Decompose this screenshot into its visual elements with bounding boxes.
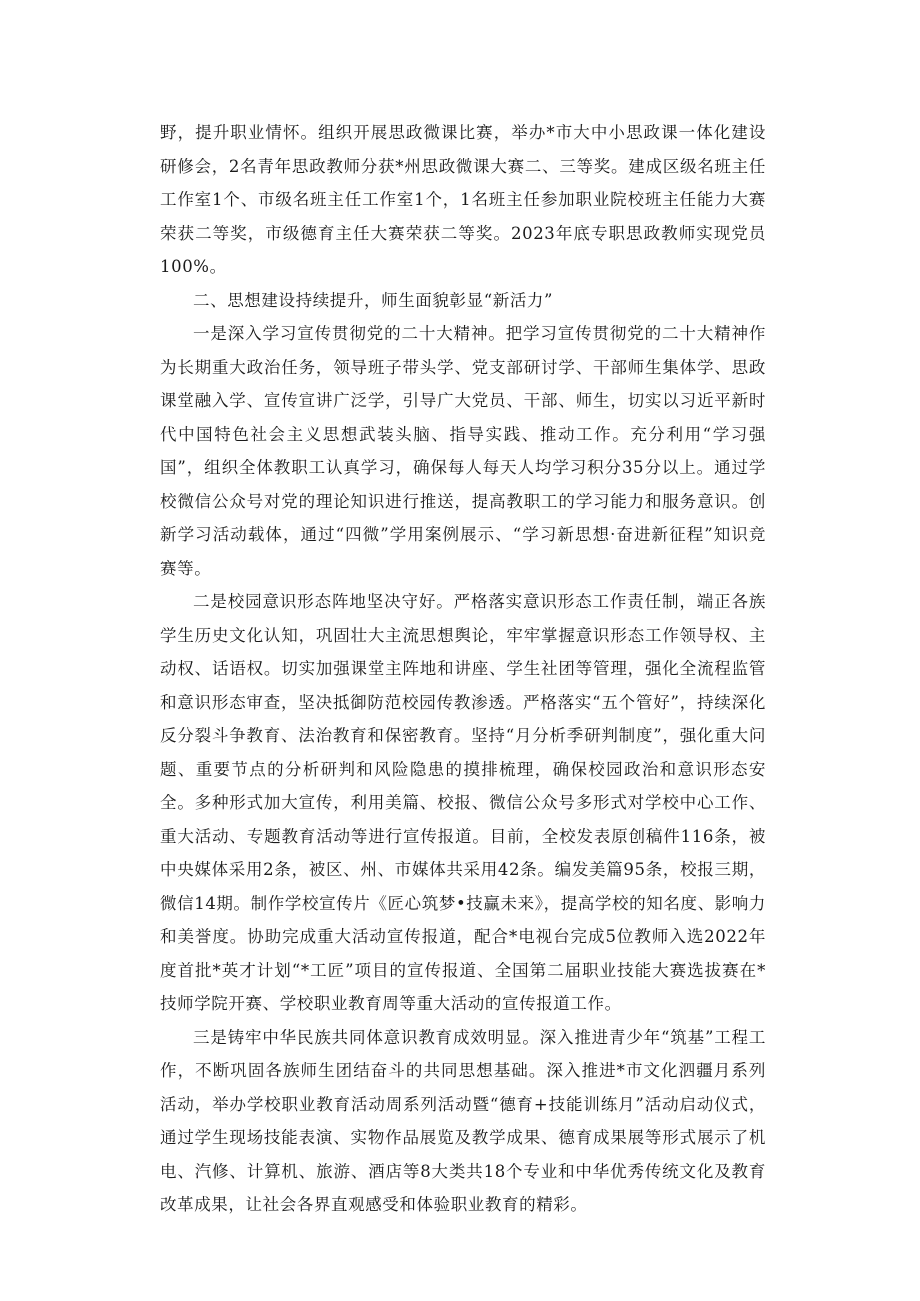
section-heading: 二、思想建设持续提升，师生面貌彰显“新活力” <box>193 290 554 310</box>
paragraph-continuation: 野，提升职业情怀。组织开展思政微课比赛，举办*市大中小思政课一体化建设研修会，2名青年思政教师分获*州思政微课大赛二、三等奖。建成区级名班主任工作室1个、市级名班主任工作室1个，1名班主任参加职业院校班主任能力大赛荣获二等奖，市级德育主任大赛荣获二等奖。2023年底专职思政教师实现党员100%。 <box>160 123 766 276</box>
paragraph-point-one: 一是深入学习宣传贯彻党的二十大精神。把学习宣传贯彻党的二十大精神作为长期重大政治任务，领导班子带头学、党支部研讨学、干部师生集体学、思政课堂融入学、宣传宣讲广泛学，引导广大党员、干部、师生，切实以习近平新时代中国特色社会主义思想武装头脑、指导实践、推动工作。充分利用“学习强国”，组织全体教职工认真学习，确保每人每天人均学习积分35分以上。通过学校微信公众号对党的理论知识进行推送，提高教职工的学习能力和服务意识。创新学习活动载体，通过“四微”学用案例展示、“学习新思想·奋进新征程”知识竞赛等。 <box>160 324 766 578</box>
paragraph-point-two: 二是校园意识形态阵地坚决守好。严格落实意识形态工作责任制，端正各族学生历史文化认知，巩固壮大主流思想舆论，牢牢掌握意识形态工作领导权、主动权、话语权。切实加强课堂主阵地和讲座、学生社团等管理，强化全流程监管和意识形态审查，坚决抵御防范校园传教渗透。严格落实“五个管好”，持续深化反分裂斗争教育、法治教育和保密教育。坚持“月分析季研判制度”，强化重大问题、重要节点的分析研判和风险隐患的摸排梳理，确保校园政治和意识形态安全。多种形式加大宣传，利用美篇、校报、微信公众号多形式对学校中心工作、重大活动、专题教育活动等进行宣传报道。目前，全校发表原创稿件116条，被中央媒体采用2条，被区、州、市媒体共采用42条。编发美篇95条，校报三期，微信14期。制作学校宣传片《匠心筑梦•技赢未来》，提高学校的知名度、影响力和美誉度。协助完成重大活动宣传报道，配合*电视台完成5位教师入选2022年度首批*英才计划“*工匠”项目的宣传报道、全国第二届职业技能大赛选拔赛在*技师学院开赛、学校职业教育周等重大活动的宣传报道工作。 <box>160 592 766 1013</box>
paragraph-point-three: 三是铸牢中华民族共同体意识教育成效明显。深入推进青少年“筑基”工程工作，不断巩固各族师生团结奋斗的共同思想基础。深入推进*市文化泗疆月系列活动，举办学校职业教育活动周系列活动暨“德育+技能训练月”活动启动仪式，通过学生现场技能表演、实物作品展览及教学成果、德育成果展等形式展示了机电、汽修、计算机、旅游、酒店等8大类共18个专业和中华优秀传统文化及教育改革成果，让社会各界直观感受和体验职业教育的精彩。 <box>160 1027 766 1214</box>
document-body <box>160 116 766 1222</box>
